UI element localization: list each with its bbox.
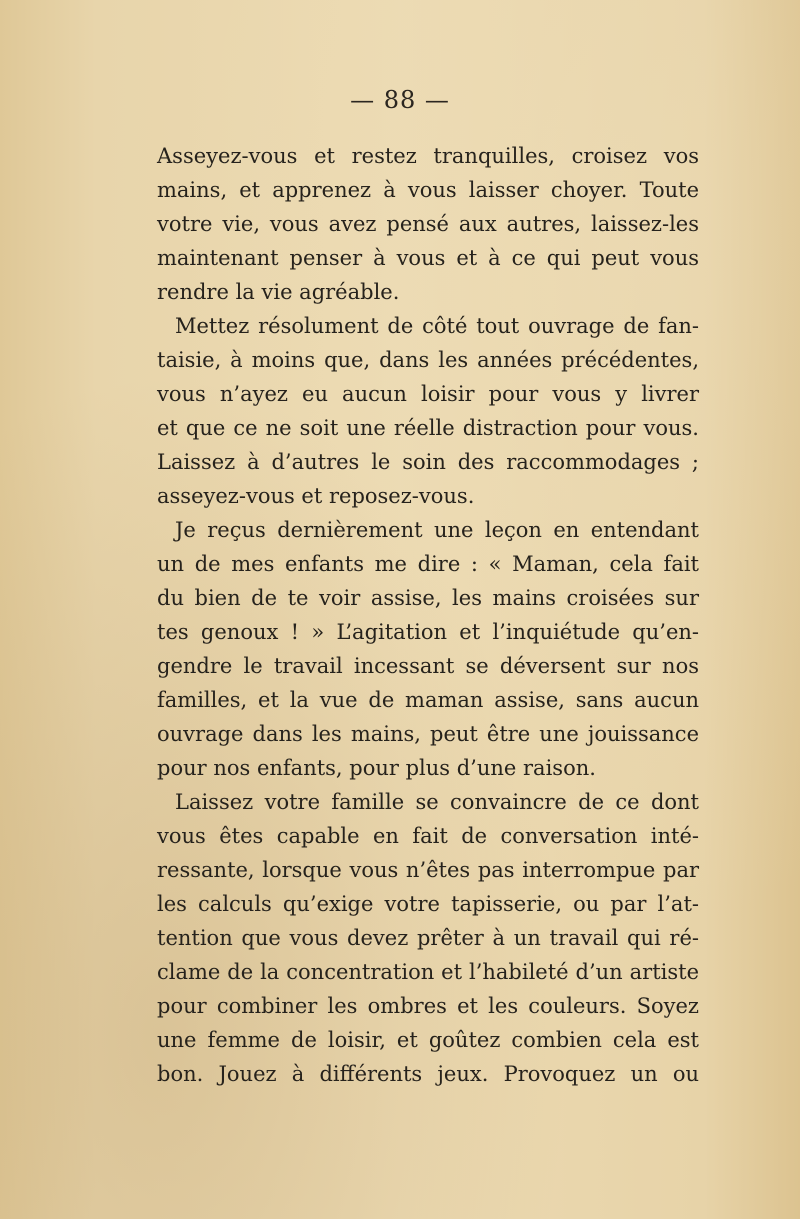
text-line: vous n’ayez eu aucun loisir pour vous y livrer (157, 382, 699, 406)
text-line: Je reçus dernièrement une leçon en entendant (175, 518, 699, 542)
text-line: Laissez votre famille se convaincre de ce dont (175, 790, 699, 814)
text-line: du bien de te voir assise, les mains croisées sur (157, 586, 699, 610)
text-line: Mettez résolument de côté tout ouvrage de fan- (175, 314, 699, 338)
text-line: familles, et la vue de maman assise, sans aucun (157, 688, 699, 712)
text-line: une femme de loisir, et goûtez combien cela est (157, 1028, 699, 1052)
text-line: ouvrage dans les mains, peut être une jouissance (157, 722, 699, 746)
text-line: ressante, lorsque vous n’êtes pas interrompue par (157, 858, 699, 882)
text-line: gendre le travail incessant se déversent sur nos (157, 654, 699, 678)
text-line: asseyez-vous et reposez-vous. (157, 484, 475, 508)
body-text (157, 139, 699, 1091)
text-line: Asseyez-vous et restez tranquilles, croisez vos (157, 144, 699, 168)
text-line: les calculs qu’exige votre tapisserie, ou par l’at- (157, 892, 699, 916)
text-line: clame de la concentration et l’habileté d’un artiste (157, 960, 699, 984)
text-line: pour combiner les ombres et les couleurs. Soyez (157, 994, 699, 1018)
text-line: un de mes enfants me dire : « Maman, cela fait (157, 552, 699, 576)
text-line: rendre la vie agréable. (157, 280, 400, 304)
page-number: — 88 — (350, 86, 450, 114)
text-line: tes genoux ! » L’agitation et l’inquiétude qu’en- (157, 620, 699, 644)
text-line: mains, et apprenez à vous laisser choyer. Toute (157, 178, 699, 202)
text-line: votre vie, vous avez pensé aux autres, laissez-les (157, 212, 699, 236)
text-line: vous êtes capable en fait de conversation inté- (157, 824, 699, 848)
text-line: Laissez à d’autres le soin des raccommodages ; (157, 450, 699, 474)
text-line: maintenant penser à vous et à ce qui peut vous (157, 246, 699, 270)
text-line: bon. Jouez à différents jeux. Provoquez un ou (157, 1062, 699, 1086)
text-line: pour nos enfants, pour plus d’une raison. (157, 756, 596, 780)
text-line: taisie, à moins que, dans les années précédentes, (157, 348, 699, 372)
text-line: tention que vous devez prêter à un travail qui ré- (157, 926, 699, 950)
text-line: et que ce ne soit une réelle distraction pour vous. (157, 416, 699, 440)
